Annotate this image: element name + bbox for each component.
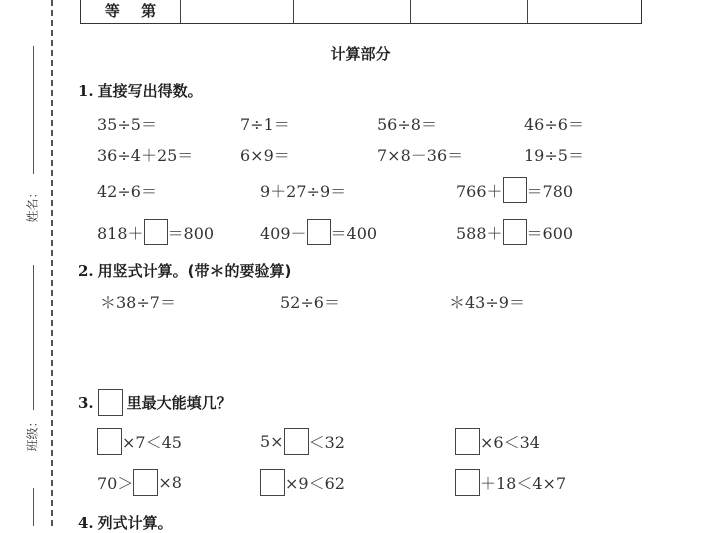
name-field-line[interactable] xyxy=(33,46,34,174)
expression-after: ＋18＜4×7 xyxy=(480,473,567,493)
question-4-title xyxy=(78,512,173,533)
vertical-calc-expression: ＊43÷9＝ xyxy=(449,292,525,312)
answer-box[interactable] xyxy=(307,219,331,245)
vertical-calc-expression: 52÷6＝ xyxy=(280,292,340,312)
name-label: 姓名： xyxy=(25,186,40,223)
fill-in-inequality xyxy=(260,469,345,495)
expression: 9＋27÷9＝ xyxy=(260,181,347,201)
question-number: 3. xyxy=(78,393,94,412)
answer-box[interactable] xyxy=(133,469,158,496)
question-number: 4. xyxy=(78,513,94,532)
question-2-title xyxy=(78,260,291,281)
expression-after: ×6＜34 xyxy=(480,432,540,452)
expression-before: 409－ xyxy=(260,223,307,243)
answer-box[interactable] xyxy=(455,469,480,496)
expression-before: 70＞ xyxy=(97,473,134,493)
fill-in-expression xyxy=(97,219,214,245)
question-3-title xyxy=(78,389,232,416)
expression: 46÷6＝ xyxy=(524,114,584,134)
question-1-title xyxy=(78,80,203,101)
answer-box[interactable] xyxy=(503,219,527,245)
expression-before: 766＋ xyxy=(456,181,503,201)
expression: 35÷5＝ xyxy=(97,114,157,134)
fill-in-expression xyxy=(456,177,573,203)
expression-after: ＝800 xyxy=(167,223,215,243)
answer-box[interactable] xyxy=(284,428,309,455)
grade-cell[interactable] xyxy=(181,0,294,23)
box-symbol xyxy=(98,389,123,416)
expression-after: ×7＜45 xyxy=(122,432,182,452)
grade-cell[interactable] xyxy=(411,0,528,23)
grade-table xyxy=(80,0,642,24)
expression: 56÷8＝ xyxy=(377,114,437,134)
fill-in-expression xyxy=(260,219,377,245)
question-text: 列式计算。 xyxy=(97,514,173,532)
binding-dashed-line xyxy=(51,0,53,526)
expression: 7÷1＝ xyxy=(240,114,290,134)
expression-after: ＝780 xyxy=(526,181,574,201)
fill-in-inequality xyxy=(97,428,182,454)
grade-label-cell xyxy=(81,0,181,23)
question-number: 2. xyxy=(78,261,94,280)
expression: 7×8－36＝ xyxy=(377,145,464,165)
section-title: 计算部分 xyxy=(330,45,391,63)
answer-box[interactable] xyxy=(503,177,527,203)
answer-box[interactable] xyxy=(97,428,122,455)
answer-box[interactable] xyxy=(144,219,168,245)
fill-in-inequality xyxy=(260,428,345,454)
expression: 42÷6＝ xyxy=(97,181,157,201)
expression: 6×9＝ xyxy=(240,145,290,165)
answer-box[interactable] xyxy=(455,428,480,455)
question-number: 1. xyxy=(78,81,94,100)
class-field-line[interactable] xyxy=(33,488,34,526)
question-text: 用竖式计算。(带＊的要验算) xyxy=(97,262,292,280)
expression-after: ×9＜62 xyxy=(285,473,345,493)
grade-cell[interactable] xyxy=(294,0,411,23)
expression-after: ＜32 xyxy=(308,432,345,452)
grade-label: 等 第 xyxy=(104,2,165,20)
fill-in-inequality xyxy=(97,469,182,495)
expression: 19÷5＝ xyxy=(524,145,584,165)
expression-before: 818＋ xyxy=(97,223,144,243)
fill-in-inequality xyxy=(455,428,540,454)
fill-in-inequality xyxy=(455,469,566,495)
expression-after: ＝400 xyxy=(330,223,378,243)
fill-in-expression xyxy=(456,219,573,245)
expression-before: 5× xyxy=(260,431,284,451)
expression-before: 588＋ xyxy=(456,223,503,243)
name-field-line-lower[interactable] xyxy=(33,265,34,410)
grade-cell[interactable] xyxy=(528,0,641,23)
expression-after: ×8 xyxy=(158,472,182,492)
expression-after: ＝600 xyxy=(526,223,574,243)
question-text: 里最大能填几？ xyxy=(126,394,232,412)
expression: 36÷4＋25＝ xyxy=(97,145,194,165)
question-text: 直接写出得数。 xyxy=(97,82,203,100)
class-label: 班级： xyxy=(25,415,40,452)
vertical-calc-expression: ＊38÷7＝ xyxy=(100,292,176,312)
answer-box[interactable] xyxy=(260,469,285,496)
